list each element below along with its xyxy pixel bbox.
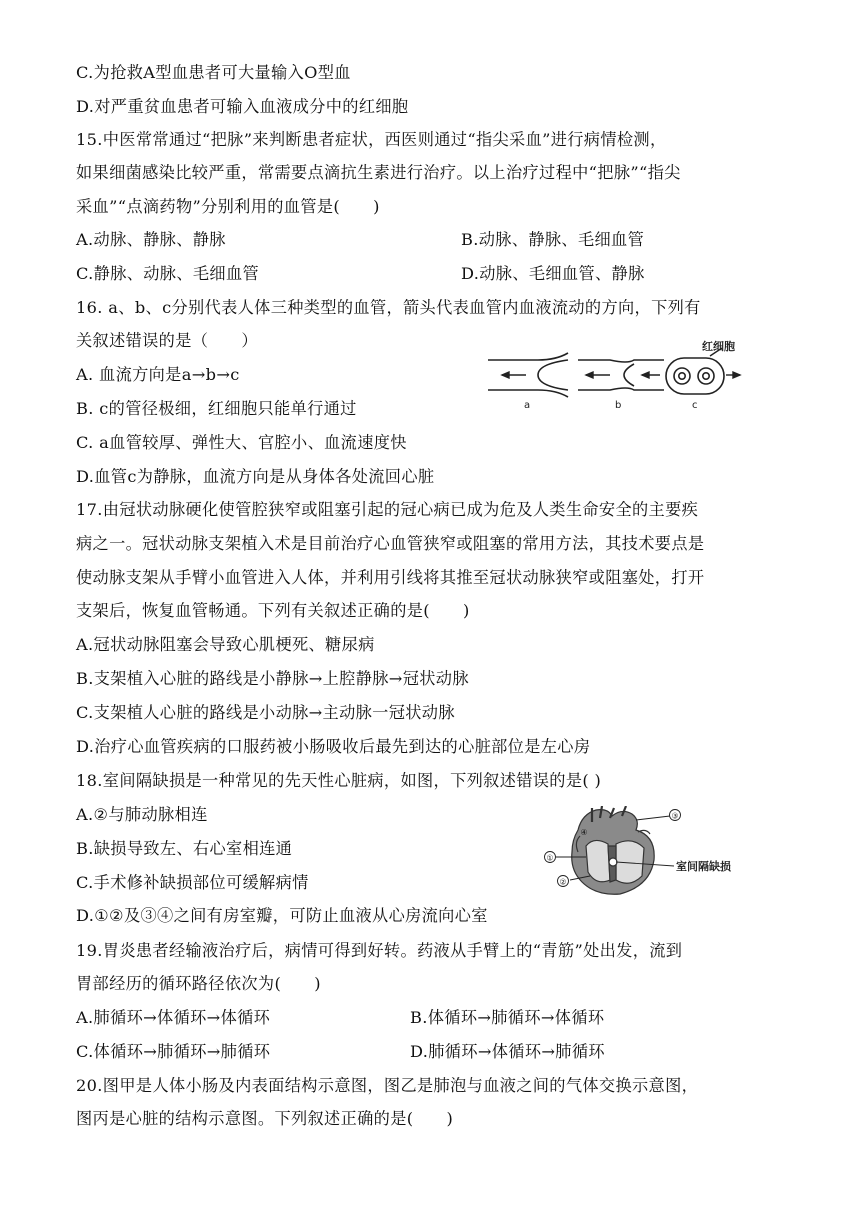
blood-vessel-figure (482, 340, 768, 412)
q18-option-d: D.①②及③④之间有房室瓣，可防止血液从心房流向心室 (76, 906, 488, 925)
q16-option-d: D.血管c为静脉，血流方向是从身体各处流回心脏 (76, 467, 435, 486)
red-blood-cell-label: 红细胞 (702, 340, 735, 353)
q18-option-c: C.手术修补缺损部位可缓解病情 (76, 873, 309, 892)
q15-option-d: D.动脉、毛细血管、静脉 (461, 264, 645, 283)
q19-option-b: B.体循环→肺循环→体循环 (410, 1008, 605, 1027)
heart-label-3: ③ (671, 811, 679, 821)
q19-option-c: C.体循环→肺循环→肺循环 (76, 1042, 271, 1061)
heart-label-1: ① (546, 853, 554, 863)
q17-stem-line2: 病之一。冠状动脉支架植入术是目前治疗心血管狭窄或阻塞的常用方法，其技术要点是 (76, 534, 705, 553)
q18-option-b: B.缺损导致左、右心室相连通 (76, 839, 293, 858)
q19-stem-line2: 胃部经历的循环路径依次为( ) (76, 974, 321, 993)
q18-option-a: A.②与肺动脉相连 (76, 805, 208, 824)
q15-option-c: C.静脉、动脉、毛细血管 (76, 264, 260, 283)
q19-option-d: D.肺循环→体循环→肺循环 (410, 1042, 605, 1061)
heart-label-2: ② (559, 877, 567, 887)
q18-stem: 18.室间隔缺损是一种常见的先天性心脏病，如图，下列叙述错误的是( ) (76, 771, 602, 790)
q15-stem-line3: 采血”“点滴药物”分别利用的血管是( ) (76, 197, 380, 216)
q17-option-a: A.冠状动脉阻塞会导致心肌梗死、糖尿病 (76, 635, 375, 654)
q17-option-d: D.治疗心血管疾病的口服药被小肠吸收后最先到达的心脏部位是左心房 (76, 737, 591, 756)
septal-defect-label: 室间隔缺损 (676, 860, 731, 873)
vessel-label-a: a (524, 400, 531, 411)
q15-option-a: A.动脉、静脉、静脉 (76, 230, 226, 249)
vessel-label-b: b (615, 400, 622, 411)
q14-option-d: D.对严重贫血患者可输入血液成分中的红细胞 (76, 97, 409, 116)
heart-defect-figure (538, 806, 750, 898)
q17-option-b: B.支架植入心脏的路线是小静脉→上腔静脉→冠状动脉 (76, 669, 469, 688)
q17-option-c: C.支架植人心脏的路线是小动脉→主动脉一冠状动脉 (76, 703, 455, 722)
q20-stem-line2: 图丙是心脏的结构示意图。下列叙述正确的是( ) (76, 1109, 454, 1128)
q17-stem-line1: 17.由冠状动脉硬化使管腔狭窄或阻塞引起的冠心病已成为危及人类生命安全的主要疾 (76, 500, 699, 519)
q14-option-c: C.为抢救A型血患者可大量输入O型血 (76, 63, 351, 82)
q17-stem-line3: 使动脉支架从手臂小血管进入人体，并利用引线将其推至冠状动脉狭窄或阻塞处，打开 (76, 568, 705, 587)
q19-option-a: A.肺循环→体循环→体循环 (76, 1008, 271, 1027)
q15-option-b: B.动脉、静脉、毛细血管 (461, 230, 645, 249)
q19-stem-line1: 19.胃炎患者经输液治疗后，病情可得到好转。药液从手臂上的“青筋”处出发，流到 (76, 941, 683, 960)
q20-stem-line1: 20.图甲是人体小肠及内表面结构示意图，图乙是肺泡与血液之间的气体交换示意图， (76, 1076, 699, 1095)
q16-stem-line2: 关叙述错误的是（ ） (76, 331, 258, 350)
q16-option-b: B. c的管径极细，红细胞只能单行通过 (76, 399, 357, 418)
q16-option-c: C. a血管较厚、弹性大、官腔小、血流速度快 (76, 433, 407, 452)
vessel-label-c: c (692, 400, 698, 411)
q15-stem-line2: 如果细菌感染比较严重，常需要点滴抗生素进行治疗。以上治疗过程中“把脉”“指尖 (76, 163, 681, 182)
heart-label-4: ④ (580, 828, 588, 837)
q16-option-a: A. 血流方向是a→b→c (76, 365, 240, 384)
q16-stem-line1: 16. a、b、c分别代表人体三种类型的血管，箭头代表血管内血液流动的方向，下列有 (76, 298, 701, 317)
q17-stem-line4: 支架后，恢复血管畅通。下列有关叙述正确的是( ) (76, 601, 470, 620)
q15-stem-line1: 15.中医常常通过“把脉”来判断患者症状，西医则通过“指尖采血”进行病情检测， (76, 130, 667, 149)
